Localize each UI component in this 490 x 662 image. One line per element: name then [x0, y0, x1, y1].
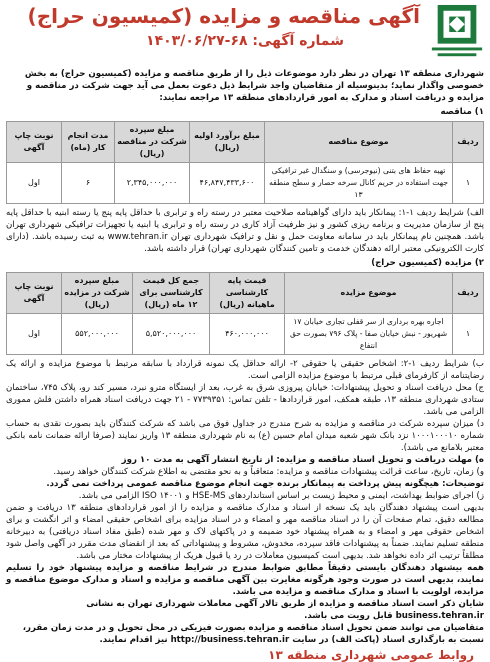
column-header: جمع کل قیمت کارشناسی برای ۱۲ ماه (ریال) — [133, 273, 210, 314]
opening-time-line: و) زمان، تاریخ، ساعت قرائت پیشنهادات مناقصه و مزایده: متعاقباً و به نحو مقتضی به اطلاع شرکت کنندگان خواهد رسید. — [53, 467, 484, 477]
column-header: موضوع مزایده — [285, 273, 453, 314]
page-title: آگهی مناقصه و مزایده (کمیسیون حراج) — [27, 4, 420, 28]
intro-text: شهرداری منطقه ۱۳ تهران در نظر دارد موضوعات ذیل را از طریق مناقصه و مزایده (کمیسیون حراج) به بخش خصوصی واگذار نماید؛ بدینوسیله از متقاضیان واجد شرایط ذیل دعوت بعمل می آید جهت شرکت در مناقصه و مزایده و دریافت اسناد و مدارک به امور قراردادهای منطقه ۱۳ مراجعه نمایند: — [24, 69, 484, 103]
column-header: نوبت چاپ آگهی — [7, 122, 62, 163]
conditions-auction: ب) شرایط ردیف ۱-۲: اشخاص حقیقی یا حقوقی ۲- ارائه حداقل یک نمونه قرارداد با سابقه مرتبط با موضوع مزایده و ارائه یک رضایتنامه از کارفرمای قبلی مرتبط با موضوع مزایده الزامی است. — [6, 359, 484, 381]
deadline-line: ه) مهلت دریافت و تحویل اسناد مناقصه و مزایده: از تاریخ انتشار آگهی به مدت ۱۰ روز — [121, 455, 484, 465]
header — [0, 0, 490, 68]
column-header: موضوع مناقصه — [265, 122, 453, 163]
table-row — [7, 314, 484, 355]
ad-number: شماره آگهی: ۶۸-۱۴۰۳/۰۶/۲۷ — [146, 33, 344, 49]
column-header: قیمت پایه کارشناسی ماهیانه (ریال) — [210, 273, 285, 314]
prepayment-note: توضیحات: هیچگونه پیش پرداخت به پیمانکار برنده جهت انجام موضوع مناقصه عمومی پرداخت نمی گردد. — [46, 479, 484, 489]
ad-body — [6, 68, 484, 661]
upload-note: متقاضیان می توانند ضمن تحویل اسناد مناقصه و مزایده بصورت فیزیکی در محل تحویل و در مدت زمان مقرر، نسبت به بارگذاری اسناد (پاکت الف) در سایت http://business.tehran.ir نیز اقدام نمایند. — [22, 623, 484, 645]
column-header: ردیف — [453, 122, 484, 163]
table-cell: ۲,۳۴۵,۰۰۰,۰۰۰ — [115, 163, 190, 204]
table-cell: ۴۶۰,۰۰۰,۰۰۰ — [210, 314, 285, 355]
table-cell: ۵,۵۲۰,۰۰۰,۰۰۰ — [133, 314, 210, 355]
table-cell: اجاره بهره برداری از سر قفلی تجاری خیابان ۱۷ شهریور - نبش خیابان صفا - پلاک ۷۹۶ بصورت حق انتفاع — [285, 314, 453, 355]
table-row — [7, 163, 484, 204]
column-header: مبلغ سپرده شرکت در مزایده (ریال) — [62, 273, 133, 314]
table-header-row — [7, 122, 484, 163]
tehran-municipality-logo-icon — [428, 2, 486, 64]
auction-table — [6, 272, 484, 355]
table-cell: اول — [7, 314, 62, 355]
important-note: همه بیشنهاد دهندگان بایستی دقیقاً مطابق ضوابط مندرج در شرایط مناقصه و مزایده پیشنهاد خود را تسلیم نمایند، بدیهی است در صورت وجود هرگونه مغایرت بین آگهی مناقصه و مزایده و اسناد و مدارک موضوع مناقصه و مزایده، اولویت با اسناد و مدارک مناقصه و مزایده می باشد. — [6, 563, 484, 597]
column-header: ردیف — [453, 273, 484, 314]
conditions-tender: الف) شرایط ردیف ۱-۱: پیمانکار باید دارای گواهینامه صلاحیت معتبر در رسته راه و ترابری با حداقل پایه پنج یا رسته ابنیه با حداقل پایه پنج از سازمان مدیریت و برنامه ریزی کشور و نیز ظرفیت آزاد کاری در رسته راه و ترابری یا ابنیه یا تجهیزات ترافیکی شهرداری تهران باشد. همچنین نام پیمانکار باید در سامانه معاونت حمل و نقل و ترافیک شهرداری تهران www.tehran.ir به ثبت رسیده باشد. (دارای کارت الکترونیکی معتبر ارائه دهندگان خدمت و تامین کنندگان شهرداری تهران) قرار داشته باشد. — [6, 208, 484, 254]
table-cell: اول — [7, 163, 62, 204]
table-cell: ۱ — [453, 163, 484, 204]
tender-table — [6, 121, 484, 204]
table-cell: ۶ — [62, 163, 115, 204]
table-cell: ۱ — [453, 314, 484, 355]
signature: روابط عمومی شهرداری منطقه ۱۳ — [268, 648, 474, 662]
section-1-heading: ۱) مناقصه — [440, 107, 484, 117]
section-2-heading: ۲) مزایده (کمیسیون حراج) — [371, 258, 484, 268]
business-portal-note: شایان ذکر است اسناد مناقصه و مزایده از طریق تالار آگهی معاملات شهرداری تهران به نشانی business.tehran.ir قابل رویت می باشد. — [86, 599, 484, 621]
submission-address: ج) محل دریافت اسناد و تحویل پیشنهادات: خیابان پیروزی شرق به غرب، بعد از ایستگاه مترو نبرد، مسیر کند رو، پلاک ۷۴۵، ساختمان ستادی شهرداری منطقه ۱۳، طبقه همکف، امور قراردادها - تلفن تماس: ۷۷۳۹۳۵۱ - ۲۱ جهت دریافت اسناد همراه داشتن فلش مموری الزامی می باشد. — [6, 383, 484, 417]
deposit-info: د) میزان سپرده شرکت در مناقصه و مزایده به شرح مندرج در جداول فوق می باشد که شرکت کنندگان باید بصورت نقدی به حساب شماره ۱۰۰۰۱۰۰۰۱۰ نزد بانک شهر شعبه میدان امام حسین (ع) به نام شهرداری منطقه ۱۳ واریز نمایند (صرفا ارائه ضمانت نامه بانکی معتبر بلامانع می باشد). — [6, 419, 484, 453]
table-cell: ۴۶,۸۴۷,۴۳۳,۶۰۰ — [190, 163, 265, 204]
table-cell: تهیه حفاظ های بتنی (نیوجرسی) و سنگدال غیر ترافیکی جهت استفاده در حریم کانال سرخه حصار و سطح منطقه ۱۳ — [265, 163, 453, 204]
column-header: مدت انجام کار (ماه) — [62, 122, 115, 163]
general-notes: بدیهی است پیشنهاد دهندگان باید یک نسخه از اسناد و مدارک مناقصه و مزایده را از امور قراردادهای منطقه ۱۳ دریافت و ضمن مطالعه دقیق، تمام صفحات آن را در اسناد مناقصه مهر و امضاء و در اسناد مزایده برای اشخاص حقیقی امضاء و اثر انگشت و برای اشخاص حقوقی مهر و امضاء و به همراه پیشنهاد خود ضمیمه و در پاکتهای لاک و مهر شده (طبق مفاد اسناد دریافتی) به دبیرخانه منطقه تسلیم نمایند. ضمناً به پیشنهادات فاقد سپرده، مخدوش، مشروط و پیشنهاداتی که بعد از انقضای مدت مقرر در آگهی واصل شود مطلقاً ترتیب اثر داده نخواهد شد. بدیهی است کمیسیون معاملات در رد یا قبول هریک از پیشنهادات مختار می باشد. — [6, 503, 484, 561]
column-header: مبلغ سپرده شرکت در مناقصه (ریال) — [115, 122, 190, 163]
column-header: مبلغ برآورد اولیه (ریال) — [190, 122, 265, 163]
table-cell: ۵۵۲,۰۰۰,۰۰۰ — [62, 314, 133, 355]
hse-note: ز) اجرای ضوابط بهداشت، ایمنی و محیط زیست بر اساس استانداردهای HSE-MS و ISO ۱۴۰۰۱ الزامی می باشد. — [78, 491, 484, 501]
table-header-row — [7, 273, 484, 314]
column-header: نوبت چاپ آگهی — [7, 273, 62, 314]
